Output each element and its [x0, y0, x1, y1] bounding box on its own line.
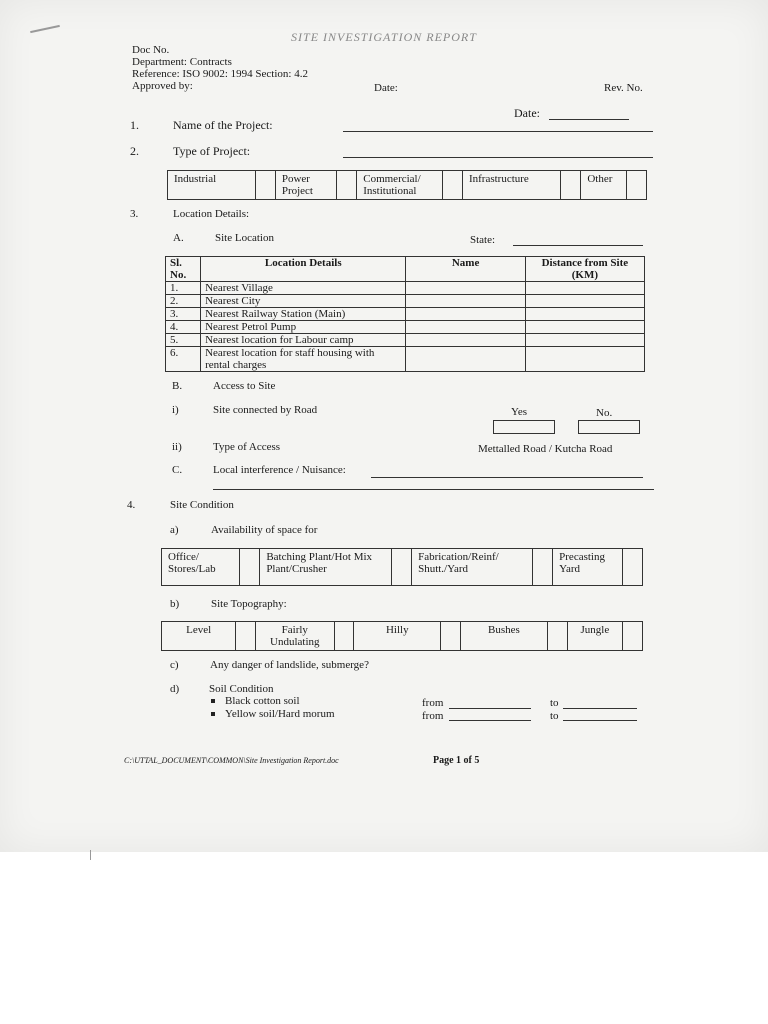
q2-label: Type of Project: [173, 144, 251, 158]
row-distance-cell[interactable] [525, 321, 644, 334]
location-table [165, 256, 645, 372]
option-infrastructure: Infrastructure [462, 171, 560, 200]
option-fairly-undulating: Fairly Undulating [256, 622, 334, 651]
row-distance-cell[interactable] [525, 308, 644, 321]
soil-name: Yellow soil/Hard morum [225, 708, 335, 720]
nuisance-field[interactable] [371, 477, 643, 478]
no-checkbox[interactable] [578, 420, 640, 434]
row-sl: 1. [166, 282, 201, 295]
col-distance: Distance from Site (KM) [525, 257, 644, 282]
row-sl: 3. [166, 308, 201, 321]
option-power-project: Power Project [275, 171, 336, 200]
row-detail: Nearest location for Labour camp [201, 334, 406, 347]
q4c-letter: c) [170, 659, 179, 671]
reference: Reference: ISO 9002: 1994 Section: 4.2 [132, 68, 308, 80]
row-sl: 4. [166, 321, 201, 334]
option-commercial: Commercial/ Institutional [357, 171, 443, 200]
option-other: Other [581, 171, 626, 200]
soil-item [211, 695, 300, 707]
row-detail: Nearest Railway Station (Main) [201, 308, 406, 321]
date-label: Date: [374, 82, 398, 94]
page-number: Page 1 of 5 [433, 755, 480, 766]
row-detail: Nearest Petrol Pump [201, 321, 406, 334]
row-sl: 2. [166, 295, 201, 308]
q4b-label: Site Topography: [211, 598, 287, 610]
checkbox-batching[interactable] [391, 549, 411, 586]
option-office: Office/ Stores/Lab [162, 549, 240, 586]
q3-num: 3. [130, 208, 139, 220]
approved-by: Approved by: [132, 80, 193, 92]
table-row [166, 295, 645, 308]
row-detail: Nearest City [201, 295, 406, 308]
checkbox-infrastructure[interactable] [561, 171, 581, 200]
checkbox-office[interactable] [240, 549, 260, 586]
q3b-label: Access to Site [213, 380, 276, 392]
topography-table [161, 621, 643, 651]
soil-name: Black cotton soil [225, 695, 300, 707]
bullet-icon [211, 699, 215, 703]
scan-mark [90, 850, 91, 860]
space-table [161, 548, 643, 586]
soil-to-field[interactable] [563, 708, 637, 709]
department: Department: Contracts [132, 56, 232, 68]
yes-label: Yes [511, 406, 528, 418]
q3bi-roman: i) [172, 404, 179, 416]
project-type-field[interactable] [343, 157, 653, 158]
q3bii-roman: ii) [172, 441, 182, 453]
q1-num: 1. [130, 118, 139, 132]
row-name-cell[interactable] [406, 321, 525, 334]
doc-no: Doc No. [132, 44, 170, 56]
q4-label: Site Condition [170, 499, 234, 511]
row-name-cell[interactable] [406, 295, 525, 308]
checkbox-fabrication[interactable] [532, 549, 552, 586]
row-detail: Nearest location for staff housing with rental charges [201, 347, 406, 372]
row-distance-cell[interactable] [525, 347, 644, 372]
q1-label: Name of the Project: [173, 118, 273, 132]
q3bii-label: Type of Access [213, 441, 281, 453]
access-options: Mettalled Road / Kutcha Road [478, 443, 613, 455]
checkbox-power-project[interactable] [337, 171, 357, 200]
table-row [166, 308, 645, 321]
soil-to-label: to [550, 697, 559, 709]
file-path: C:\UTTAL_DOCUMENT\COMMON\Site Investigation Report.doc [124, 756, 339, 765]
row-distance-cell[interactable] [525, 282, 644, 295]
q4b-letter: b) [170, 598, 180, 610]
row-name-cell[interactable] [406, 334, 525, 347]
option-precasting: Precasting Yard [553, 549, 622, 586]
state-label: State: [470, 234, 496, 246]
option-industrial: Industrial [168, 171, 256, 200]
checkbox-industrial[interactable] [255, 171, 275, 200]
option-jungle: Jungle [567, 622, 622, 651]
q3c-letter: C. [172, 464, 183, 476]
row-sl: 5. [166, 334, 201, 347]
table-row [166, 282, 645, 295]
q3a-letter: A. [173, 232, 184, 244]
checkbox-bushes[interactable] [547, 622, 567, 651]
soil-from-field[interactable] [449, 708, 531, 709]
q2-num: 2. [130, 144, 139, 158]
state-field[interactable] [513, 245, 643, 246]
q4d-letter: d) [170, 683, 180, 695]
row-sl: 6. [166, 347, 201, 372]
soil-item [211, 708, 335, 720]
date-field[interactable] [549, 119, 629, 120]
soil-from-label: from [422, 697, 444, 709]
date2-label: Date: [514, 106, 540, 120]
report-title: SITE INVESTIGATION REPORT [291, 30, 477, 44]
option-level: Level [162, 622, 236, 651]
checkbox-other[interactable] [626, 171, 646, 200]
row-name-cell[interactable] [406, 347, 525, 372]
q3-label: Location Details: [173, 208, 250, 220]
checkbox-commercial[interactable] [442, 171, 462, 200]
checkbox-level[interactable] [236, 622, 256, 651]
soil-to-label: to [550, 710, 559, 722]
soil-from-field[interactable] [449, 720, 531, 721]
project-type-table [167, 170, 647, 200]
table-row [166, 321, 645, 334]
soil-from-label: from [422, 710, 444, 722]
col-location-details: Location Details [201, 257, 406, 282]
q4c-label: Any danger of landslide, submerge? [210, 659, 369, 671]
q4d-label: Soil Condition [209, 683, 274, 695]
table-row [166, 334, 645, 347]
col-sl-no: Sl. No. [166, 257, 201, 282]
checkbox-hilly[interactable] [441, 622, 461, 651]
row-name-cell[interactable] [406, 282, 525, 295]
q4a-letter: a) [170, 524, 179, 536]
checkbox-fairly-undulating[interactable] [334, 622, 354, 651]
option-fabrication: Fabrication/Reinf/ Shutt./Yard [412, 549, 533, 586]
q4a-label: Availability of space for [211, 524, 318, 536]
soil-to-field[interactable] [563, 720, 637, 721]
table-row [166, 347, 645, 372]
rev-no: Rev. No. [604, 82, 643, 94]
checkbox-jungle[interactable] [623, 622, 643, 651]
yes-checkbox[interactable] [493, 420, 555, 434]
checkbox-precasting[interactable] [622, 549, 642, 586]
col-name: Name [406, 257, 525, 282]
q3b-letter: B. [172, 380, 183, 392]
option-hilly: Hilly [354, 622, 441, 651]
project-name-field[interactable] [343, 131, 653, 132]
option-batching: Batching Plant/Hot Mix Plant/Crusher [260, 549, 391, 586]
q3bi-label: Site connected by Road [213, 404, 318, 416]
q4-num: 4. [127, 499, 136, 511]
row-name-cell[interactable] [406, 308, 525, 321]
q3a-label: Site Location [215, 232, 274, 244]
option-bushes: Bushes [461, 622, 548, 651]
bullet-icon [211, 712, 215, 716]
nuisance-field-line2[interactable] [213, 489, 654, 490]
no-label: No. [596, 407, 613, 419]
q3c-label: Local interference / Nuisance: [213, 464, 346, 476]
row-detail: Nearest Village [201, 282, 406, 295]
row-distance-cell[interactable] [525, 295, 644, 308]
row-distance-cell[interactable] [525, 334, 644, 347]
